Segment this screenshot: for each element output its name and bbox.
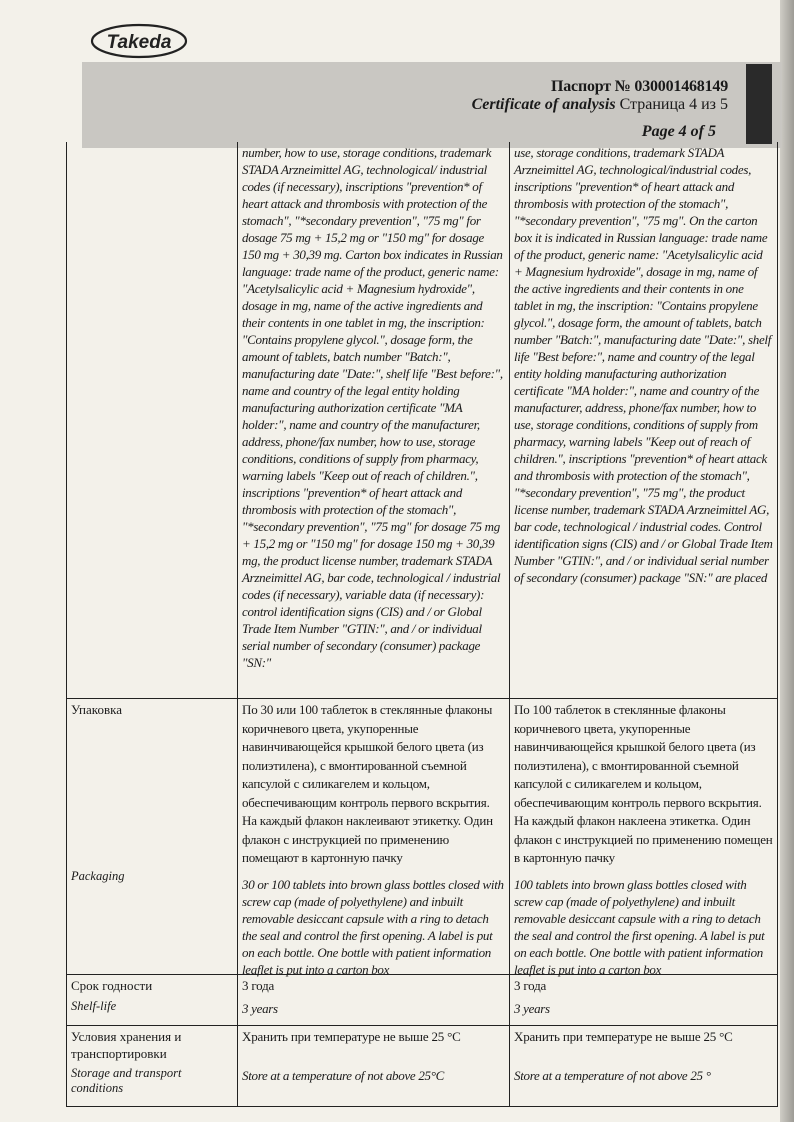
packaging-col3-en: 100 tablets into brown glass bottles closed with screw cap (made of polyethylene) and inbuilt removable desiccant capsule with a ring to detach the seal and control the first opening. A label is put on each bottle. One bottle with patient information leaflet is put into a carton box <box>514 876 765 977</box>
continued-label-cell <box>66 142 237 698</box>
storage-label-cell <box>66 1026 237 1106</box>
shelf-label-cell <box>66 975 237 1025</box>
packaging-label-en: Packaging <box>71 869 125 883</box>
table-row-continued <box>66 142 778 698</box>
storage-col2-cell <box>237 1026 509 1106</box>
table-row-storage <box>66 1026 778 1107</box>
continued-col3-en: use, storage conditions, trademark STADA Arzneimittel AG, technological/industrial codes, inscriptions "prevention* of heart attack and thrombosis with protection of the stomach", "*secondary prevention", "75 mg". On the carton box it is indicated in Russian language: trade name of the product, generic name: "Acetylsalicylic acid + Magnesium hydroxide", dosage in mg, name of the active ingredients and their contents in one tablet in mg, the inscription: "Contains propylene glycol.", dosage form, the amount of tablets, batch number "Batch:", manufacturing date "Date:", shelf life "Best before:", name and country of the legal entity holding manufacturing authorization certificate "MA holder:", name and country of the manufacturer, address, phone/fax number, how to use, storage conditions, conditions of supply from pharmacy, warning labels "Keep out of reach of children.", inscriptions "prevention* of heart attack and thrombosis with protection of the stomach", "*secondary prevention", "75 mg", the product license number, trademark STADA Arzneimittel AG, bar code, technological / industrial codes. Control identification signs (CIS) and / or Global Trade Item Number "GTIN:", and / or individual serial number of secondary (consumer) package "SN:" are placed <box>514 145 773 585</box>
shelf-label-ru: Срок годности <box>71 978 153 993</box>
logo-text: Takeda <box>106 32 172 53</box>
table-row-packaging <box>66 698 778 975</box>
packaging-col2-ru: По 30 или 100 таблеток в стеклянные флаконы коричневого цвета, укупоренные навинчивающейся крышкой белого цвета (из полиэтилена), с вмонтированной съемной капсулой с силикагелем и кольцом, обеспечивающим контроль первого вскрытия. На каждый флакон наклеивают этикетку. Один флакон с инструкцией по применению помещают в картонную пачку <box>242 702 493 865</box>
shelf-col2-ru: 3 года <box>242 978 275 993</box>
storage-col3-en: Store at a temperature of not above 25 ° <box>514 1067 711 1083</box>
packaging-col3-cell <box>509 699 778 977</box>
spec-table <box>66 142 778 1107</box>
storage-label-en: Storage and transport conditions <box>71 1066 182 1095</box>
shelf-col3-cell <box>509 975 778 1025</box>
storage-col3-cell <box>509 1026 778 1106</box>
certificate-title <box>472 96 728 114</box>
continued-col2-cell <box>237 142 509 698</box>
packaging-label-ru: Упаковка <box>71 702 122 717</box>
storage-col2-ru: Хранить при температуре не выше 25 °С <box>242 1029 461 1044</box>
storage-col3-ru: Хранить при температуре не выше 25 °С <box>514 1029 733 1044</box>
shelf-col2-en: 3 years <box>242 1000 278 1016</box>
shelf-col3-ru: 3 года <box>514 978 547 993</box>
page-en: Page 4 of 5 <box>641 123 716 140</box>
page-ru: Страница 4 из 5 <box>619 96 728 113</box>
table-row-shelf-life <box>66 975 778 1026</box>
packaging-label-cell <box>66 699 237 974</box>
continued-col3-cell <box>509 142 778 698</box>
storage-col2-en: Store at a temperature of not above 25°C <box>242 1067 445 1083</box>
shelf-col2-cell <box>237 975 509 1025</box>
certificate-en: Certificate of analysis <box>471 96 616 113</box>
packaging-col2-cell <box>237 699 509 977</box>
takeda-logo <box>90 22 188 60</box>
shelf-col3-en: 3 years <box>514 1000 550 1016</box>
packaging-col3-ru: По 100 таблеток в стеклянные флаконы коричневого цвета, укупоренные навинчивающейся крышкой белого цвета (из полиэтилена), с вмонтированной съемной капсулой с силикагелем и кольцом, обеспечивающим контроль первого вскрытия. На каждый флакон наклеена этикетка. Один флакон с инструкцией по применению помещен в картонную пачку <box>514 702 773 865</box>
continued-col2-en: number, how to use, storage conditions, trademark STADA Arzneimittel AG, technological/ industrial codes (if necessary), inscriptions "prevention* of heart attack and thrombosis with protection of the stomach", "*secondary prevention", "75 mg" for dosage 75 mg + 15,2 mg or "150 mg" for dosage 150 mg + 30,39 mg. Carton box indicates in Russian language: trade name of the product, generic name: "Acetylsalicylic acid + Magnesium hydroxide", dosage in mg, name of the active ingredients and their contents in one tablet in mg, the inscription: "Contains propylene glycol.", dosage form, the amount of tablets, batch number "Batch:", manufacturing date "Date:", shelf life "Best before:", name and country of the legal entity holding manufacturing authorization certificate "MA holder:", name and country of the manufacturer, address, phone/fax number, how to use, storage conditions, conditions of supply from pharmacy, warning labels "Keep out of reach of children.", inscriptions "prevention* of heart attack and thrombosis with protection of the stomach", "*secondary prevention", "75 mg" for dosage 75 mg + 15,2 mg or "150 mg" for dosage 150 mg + 30,39 mg, the product license number, trademark STADA Arzneimittel AG, bar code, technological / industrial codes (if necessary), variable data (if necessary): control identification signs (CIS) and / or Global Trade Item Number "GTIN:", and / or individual serial number of secondary (consumer) package "SN:" <box>242 145 503 670</box>
passport-number: Паспорт № 030001468149 <box>551 78 728 95</box>
header-dark-edge <box>746 64 772 144</box>
scan-edge-shadow <box>780 0 794 1122</box>
storage-label-ru: Условия хранения и транспортировки <box>71 1029 182 1061</box>
packaging-col2-en: 30 or 100 tablets into brown glass bottles closed with screw cap (made of polyethylene) and inbuilt removable desiccant capsule with a ring to detach the seal and control the first opening. A label is put on each bottle. One bottle with patient information leaflet is put into a carton box <box>242 876 504 977</box>
shelf-label-en: Shelf-life <box>71 999 117 1013</box>
